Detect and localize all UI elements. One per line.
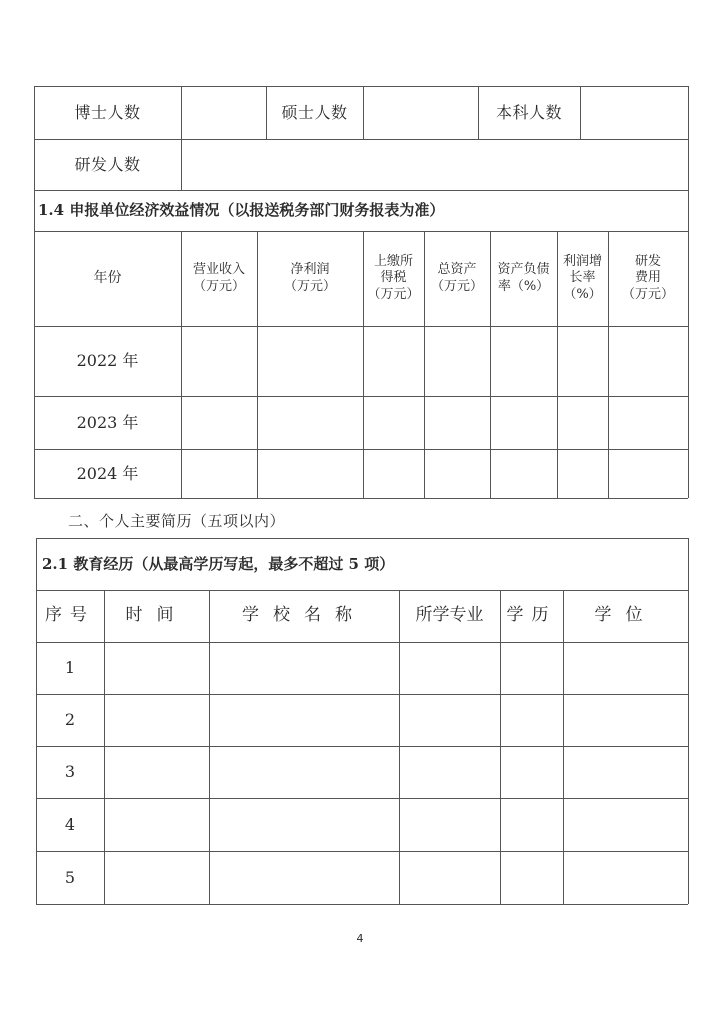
section-2-heading: 二、个人主要简历（五项以内） xyxy=(68,512,286,530)
econ-header-rd-expense: 研发 费用 （万元） xyxy=(621,254,674,302)
edu-header-education: 学历 xyxy=(506,605,557,626)
rd-count-field[interactable] xyxy=(181,139,688,190)
econ-header-profit-growth: 利润增 长率 （%） xyxy=(562,254,602,302)
econ-section-title: 1.4 申报单位经济效益情况（以报送税务部门财务报表为准） xyxy=(38,201,445,220)
edu-header-time: 时间 xyxy=(125,605,188,626)
phd-count-label: 博士人数 xyxy=(74,102,141,122)
edu-header-degree: 学位 xyxy=(594,605,657,626)
page-number: 4 xyxy=(356,932,364,945)
edu-row-index: 3 xyxy=(64,762,76,781)
econ-header-year: 年份 xyxy=(93,269,122,286)
edu-row-index: 2 xyxy=(64,710,76,729)
econ-header-revenue: 营业收入 （万元） xyxy=(192,262,245,294)
bachelor-count-field[interactable] xyxy=(580,86,688,139)
phd-count-field[interactable] xyxy=(181,86,266,139)
master-count-label: 硕士人数 xyxy=(281,102,348,122)
econ-header-debt-ratio: 资产负债 率（%） xyxy=(497,262,550,294)
econ-header-net-profit: 净利润 （万元） xyxy=(283,262,336,294)
bachelor-count-label: 本科人数 xyxy=(495,102,562,122)
rd-count-label: 研发人数 xyxy=(74,154,141,174)
econ-header-total-assets: 总资产 （万元） xyxy=(430,262,483,294)
edu-header-index: 序号 xyxy=(45,605,95,626)
edu-header-major: 所学专业 xyxy=(415,605,484,626)
econ-year-2022: 2022 年 xyxy=(76,351,139,370)
edu-row-index: 5 xyxy=(64,867,76,887)
edu-header-school: 学校名称 xyxy=(242,605,366,626)
edu-row-index: 4 xyxy=(64,814,76,834)
edu-row-index: 1 xyxy=(64,658,76,677)
econ-year-2024: 2024 年 xyxy=(76,463,139,483)
master-count-field[interactable] xyxy=(363,86,478,139)
econ-year-2023: 2023 年 xyxy=(76,412,139,432)
education-section-title: 2.1 教育经历（从最高学历写起，最多不超过 5 项） xyxy=(42,554,395,573)
econ-header-income-tax: 上缴所 得税 （万元） xyxy=(367,254,420,302)
